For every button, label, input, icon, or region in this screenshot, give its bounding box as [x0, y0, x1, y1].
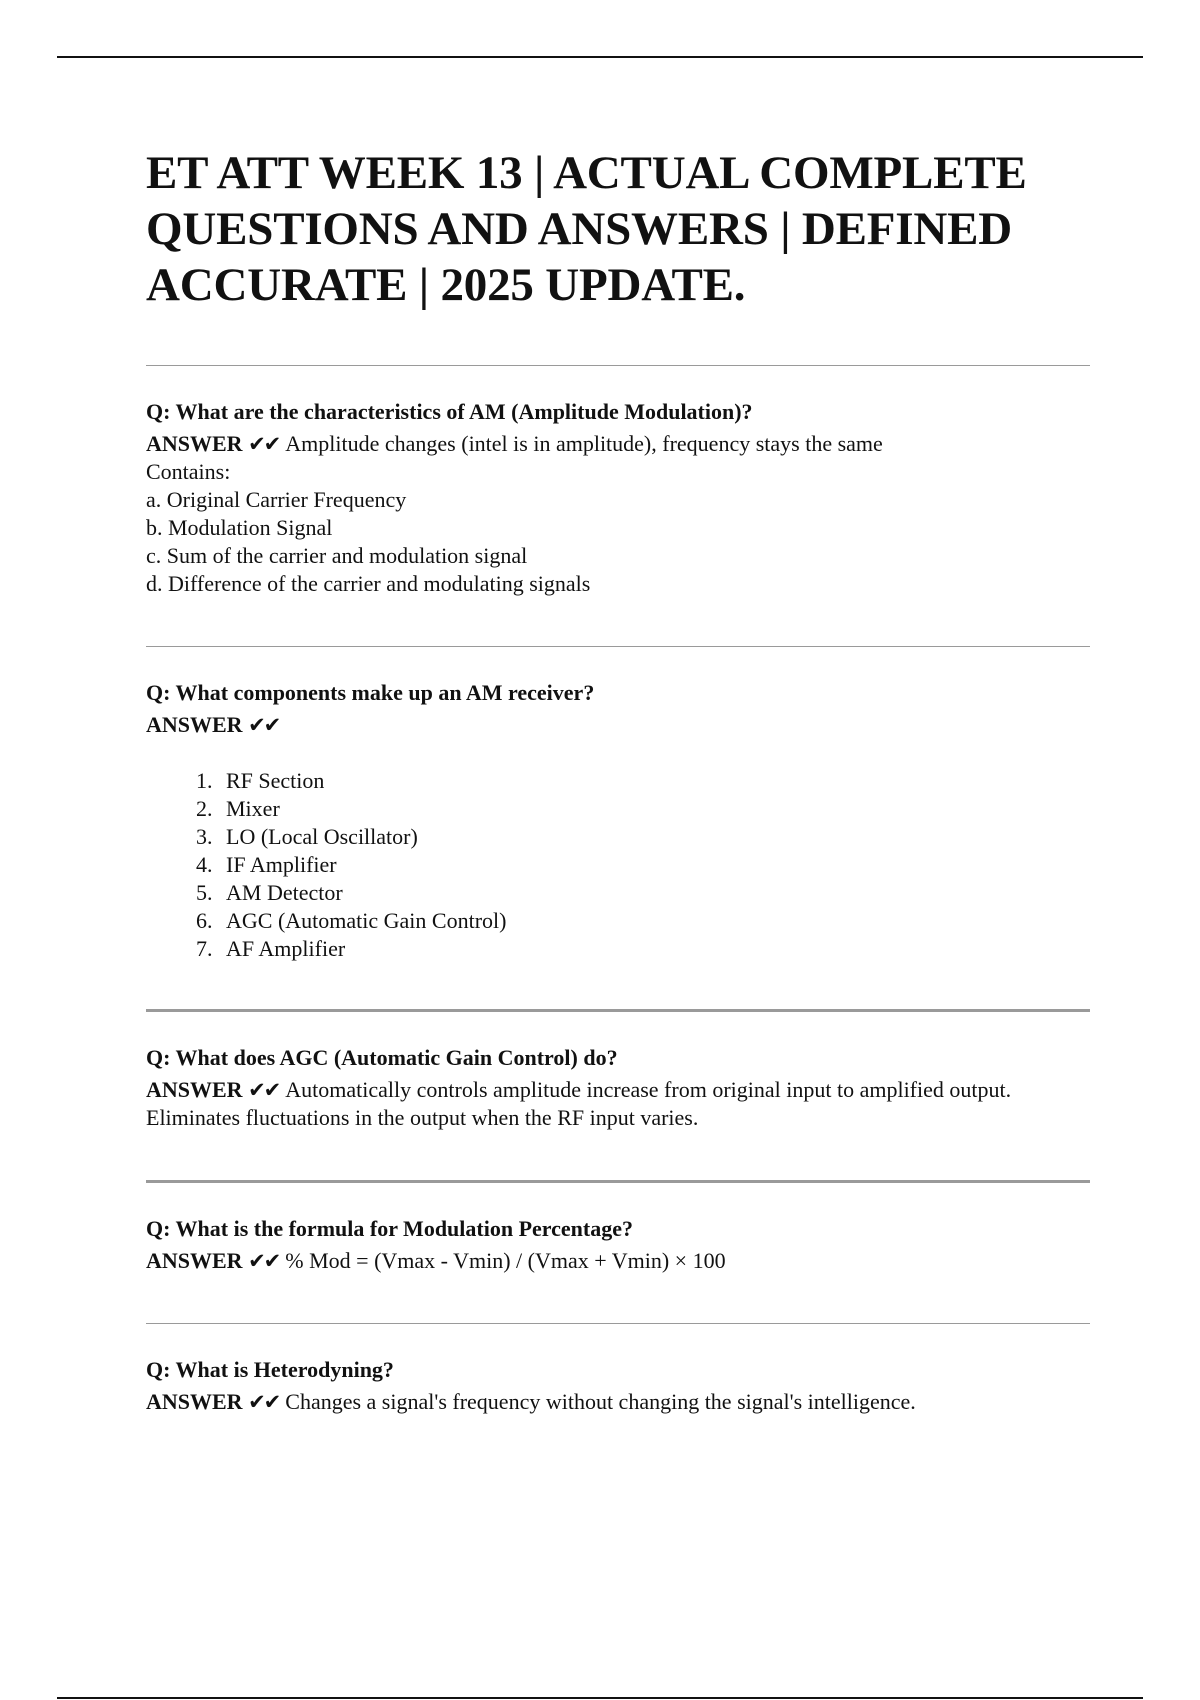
answer-line — [146, 430, 1090, 458]
answer-text: % Mod = (Vmax - Vmin) / (Vmax + Vmin) × 100 — [285, 1248, 726, 1273]
answer-detail-line: a. Original Carrier Frequency — [146, 487, 407, 512]
page-top-rule — [57, 56, 1143, 58]
section-divider — [146, 1323, 1090, 1324]
section-divider — [146, 646, 1090, 647]
list-item: 3. LO (Local Oscillator) — [218, 823, 1090, 851]
answer-label: ANSWER — [146, 1248, 243, 1273]
section-divider — [146, 365, 1090, 366]
question-text: Q: What is Heterodyning? — [146, 1357, 394, 1382]
qa-item-heterodyning — [146, 1356, 1090, 1416]
qa-item-am-characteristics — [146, 398, 1090, 598]
double-check-icon: ✔✔ — [248, 432, 280, 456]
answer-label: ANSWER — [146, 1077, 243, 1102]
answer-line — [146, 1247, 1090, 1275]
list-item: 6. AGC (Automatic Gain Control) — [218, 907, 1090, 935]
question-text: Q: What are the characteristics of AM (Amplitude Modulation)? — [146, 399, 753, 424]
answer-detail-line: Eliminates fluctuations in the output when the RF input varies. — [146, 1105, 699, 1130]
qa-item-modulation-percentage — [146, 1215, 1090, 1275]
list-item: 7. AF Amplifier — [218, 935, 1090, 963]
document-title: ET ATT WEEK 13 | ACTUAL COMPLETE QUESTIONS AND ANSWERS | DEFINED ACCURATE | 2025 UPDATE. — [146, 147, 1027, 311]
list-item: 4. IF Amplifier — [218, 851, 1090, 879]
page-bottom-rule — [57, 1697, 1143, 1699]
double-check-icon: ✔✔ — [248, 1078, 280, 1102]
answer-detail-line: c. Sum of the carrier and modulation signal — [146, 543, 528, 568]
question-text: Q: What is the formula for Modulation Percentage? — [146, 1216, 634, 1241]
answer-detail-line: b. Modulation Signal — [146, 515, 333, 540]
answer-detail-line: Contains: — [146, 459, 231, 484]
receiver-components-list — [146, 767, 1090, 963]
answer-line — [146, 1076, 1090, 1104]
list-item: 5. AM Detector — [218, 879, 1090, 907]
double-check-icon: ✔✔ — [248, 1390, 280, 1414]
answer-detail-line: d. Difference of the carrier and modulating signals — [146, 571, 591, 596]
answer-line — [146, 1388, 1090, 1416]
double-check-icon: ✔✔ — [248, 713, 280, 737]
answer-text: Amplitude changes (intel is in amplitude), frequency stays the same — [285, 431, 883, 456]
answer-label: ANSWER — [146, 1389, 243, 1414]
answer-text: Changes a signal's frequency without changing the signal's intelligence. — [285, 1389, 916, 1414]
answer-text: Automatically controls amplitude increase from original input to amplified output. — [285, 1077, 1012, 1102]
answer-label: ANSWER — [146, 431, 243, 456]
answer-label: ANSWER — [146, 712, 243, 737]
section-divider — [146, 1180, 1090, 1183]
question-text: Q: What does AGC (Automatic Gain Control) do? — [146, 1045, 618, 1070]
question-text: Q: What components make up an AM receiver? — [146, 680, 595, 705]
qa-item-agc — [146, 1044, 1090, 1132]
section-divider — [146, 1009, 1090, 1012]
list-item: 1. RF Section — [218, 767, 1090, 795]
double-check-icon: ✔✔ — [248, 1249, 280, 1273]
answer-line — [146, 711, 1090, 739]
qa-item-am-receiver — [146, 679, 1090, 963]
document-content — [146, 145, 1090, 1416]
list-item: 2. Mixer — [218, 795, 1090, 823]
